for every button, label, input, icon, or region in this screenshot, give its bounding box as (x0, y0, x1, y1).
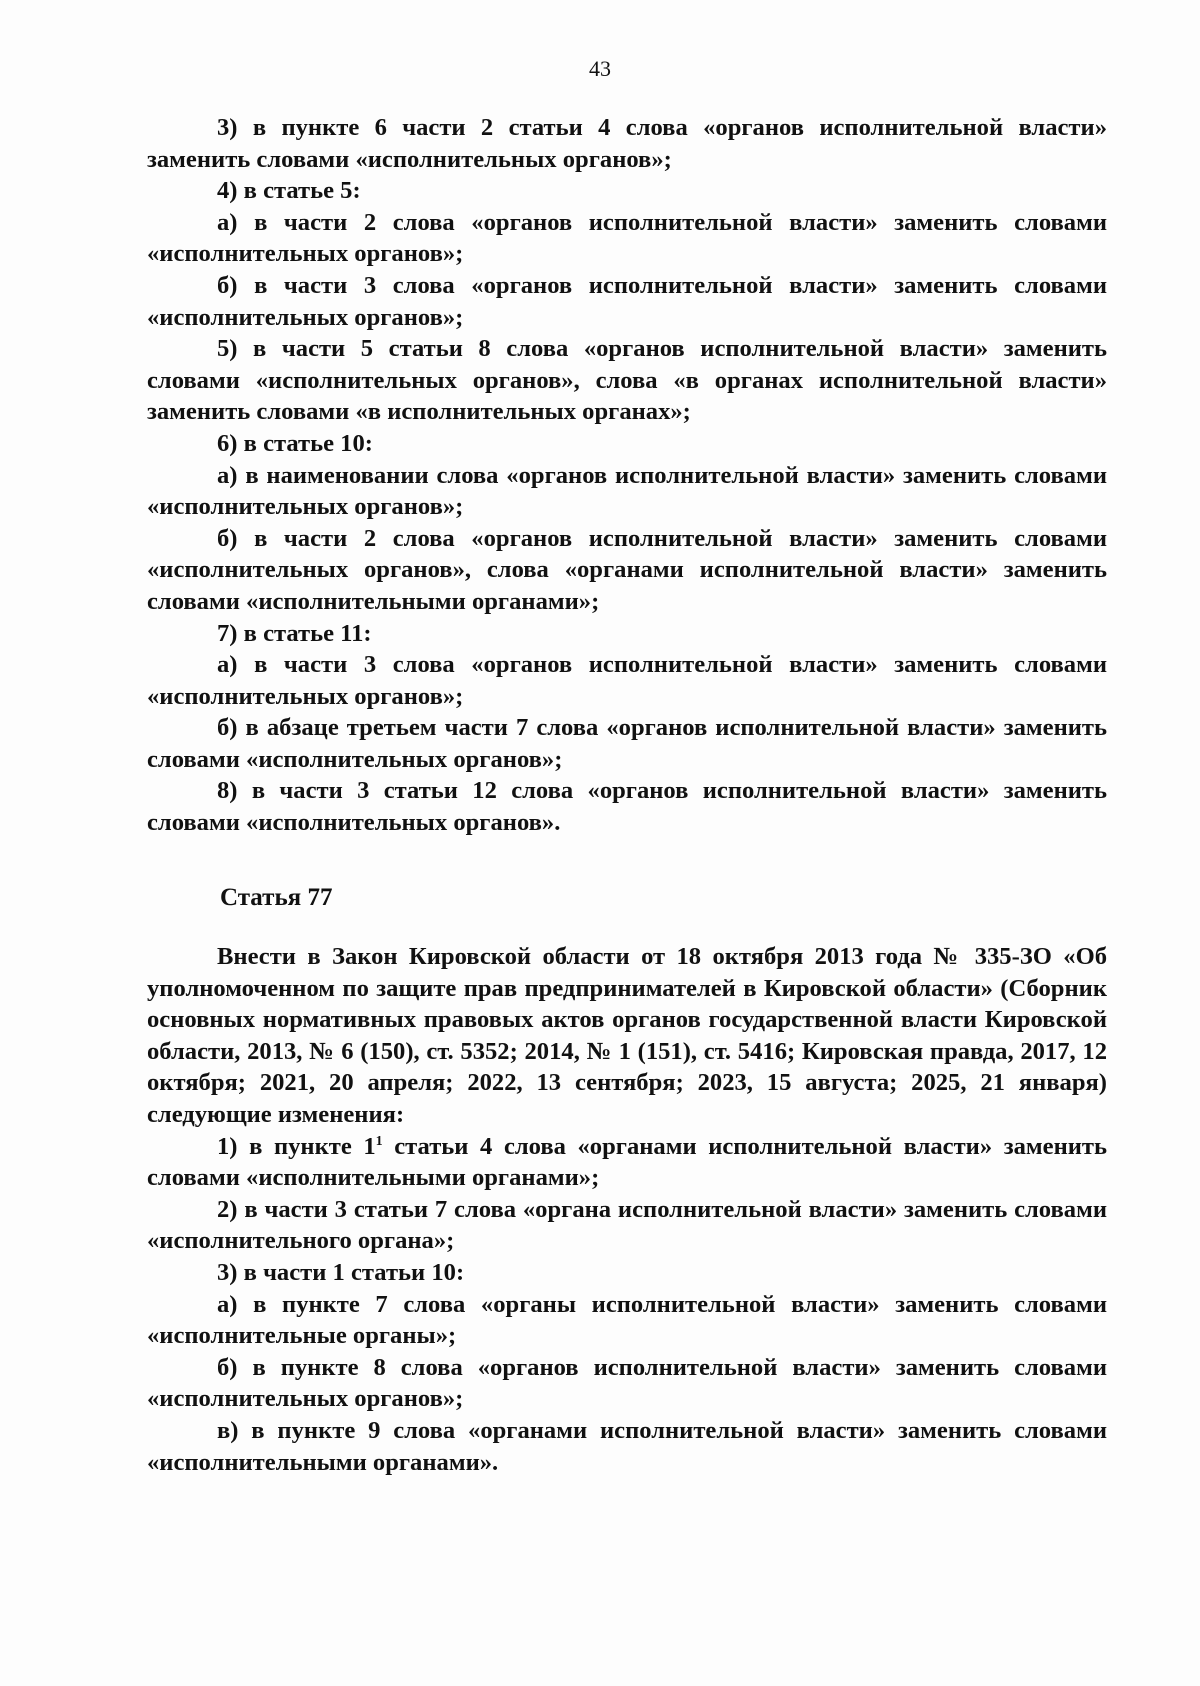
article-intro: Внести в Закон Кировской области от 18 октября 2013 года № 335-ЗО «Об уполномоченном по защите прав предпринимателей в Кировской области» (Сборник основных нормативных правовых актов органов государственной власти Кировской области, 2013, № 6 (150), ст. 5352; 2014, № 1 (151), ст. 5416; Кировская правда, 2017, 12 октября; 2021, 20 апреля; 2022, 13 сентября; 2023, 15 августа; 2025, 21 января) следующие изменения: (147, 943, 1107, 1128)
amendments-list (147, 112, 1107, 839)
paragraph: 5) в части 5 статьи 8 слова «органов исполнительной власти» заменить словами «исполнительных органов», слова «в органах исполнительной власти» заменить словами «в исполнительных органах»; (147, 335, 1107, 426)
item1-before: 1) в пункте 1 (217, 1132, 376, 1160)
paragraph: б) в части 2 слова «органов исполнительной власти» заменить словами «исполнительных органов», слова «органами исполнительной власти» заменить словами «исполнительными органами»; (147, 524, 1107, 615)
paragraph: в) в пункте 9 слова «органами исполнительной власти» заменить словами «исполнительными органами». (147, 1416, 1107, 1476)
page-number: 43 (589, 56, 611, 81)
item1-after: статьи 4 слова «органами исполнительной власти» заменить словами «исполнительными органами»; (147, 1132, 1107, 1192)
paragraph: б) в части 3 слова «органов исполнительной власти» заменить словами «исполнительных органов»; (147, 271, 1107, 331)
paragraph: 3) в пункте 6 части 2 статьи 4 слова «органов исполнительной власти» заменить словами «исполнительных органов»; (147, 114, 1107, 173)
paragraph: а) в наименовании слова «органов исполнительной власти» заменить словами «исполнительных органов»; (147, 461, 1107, 521)
paragraph: 4) в статье 5: (217, 177, 361, 205)
paragraph: 2) в части 3 статьи 7 слова «органа исполнительной власти» заменить словами «исполнительного органа»; (147, 1195, 1107, 1255)
paragraph: 6) в статье 10: (217, 429, 373, 457)
paragraph (147, 1131, 1107, 1194)
paragraph: 7) в статье 11: (217, 619, 372, 647)
paragraph: а) в части 3 слова «органов исполнительной власти» заменить словами «исполнительных органов»; (147, 651, 1107, 710)
article-77-text (147, 941, 1107, 1478)
paragraph: б) в пункте 8 слова «органов исполнительной власти» заменить словами «исполнительных органов»; (147, 1353, 1107, 1413)
paragraph: б) в абзаце третьем части 7 слова «органов исполнительной власти» заменить словами «исполнительных органов»; (147, 714, 1107, 773)
paragraph: 8) в части 3 статьи 12 слова «органов исполнительной власти» заменить словами «исполнительных органов». (147, 777, 1107, 837)
superscript: 1 (375, 1133, 383, 1149)
paragraph: 3) в части 1 статьи 10: (217, 1258, 465, 1286)
article-heading: Статья 77 (220, 884, 333, 911)
paragraph: а) в части 2 слова «органов исполнительной власти» заменить словами «исполнительных органов»; (147, 208, 1107, 268)
paragraph: а) в пункте 7 слова «органы исполнительной власти» заменить словами «исполнительные органы»; (147, 1290, 1107, 1350)
